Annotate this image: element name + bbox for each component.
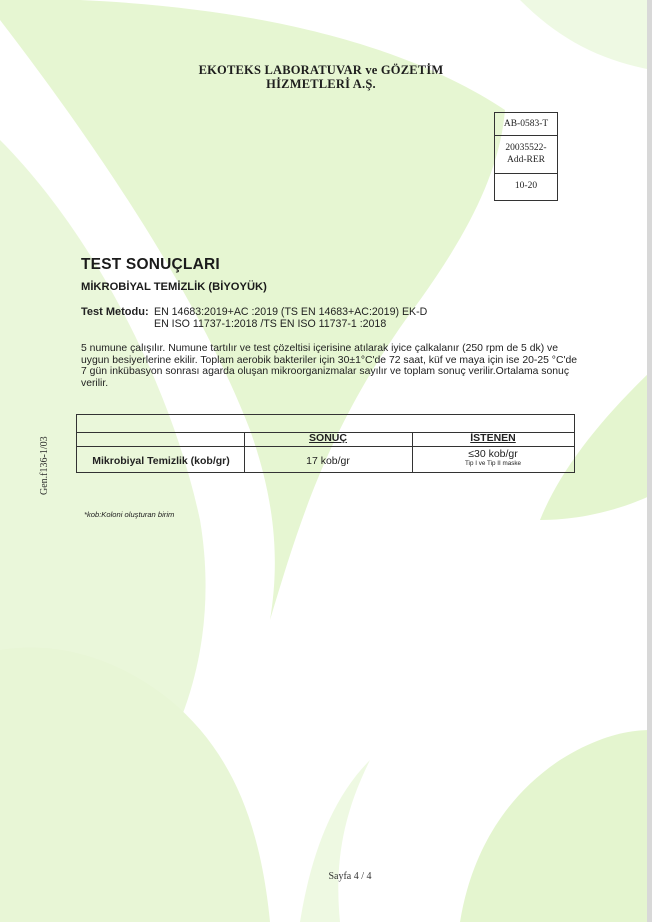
sheet-number: 10-20 (514, 181, 538, 191)
row-label: Mikrobiyal Temizlik (kob/gr) (92, 455, 230, 467)
required-note: Tip I ve Tip II maske (464, 460, 522, 467)
description-line: uygun besiyerlerine ekilir. Toplam aerobik bakteriler için 30±1°C'de 72 saat, küf ve maya için ise 20-25 °C'de (81, 354, 578, 366)
description-line: 5 numune çalışılır. Numune tartılır ve test çözeltisi içerisine atılarak iyice çalkalanır (250 rpm de 5 dk) ve (81, 343, 559, 354)
required-value (413, 448, 573, 468)
scan-edge (647, 0, 652, 922)
report-number-line1: 20035522- (505, 143, 547, 153)
test-method-label: Test Metodu: (81, 306, 149, 318)
footnote: *kob:Koloni oluşturan birim (84, 510, 175, 519)
result-value: 17 kob/gr (306, 455, 350, 467)
results-table (76, 414, 575, 473)
report-title: TEST SONUÇLARI (81, 256, 220, 273)
table-divider (77, 446, 574, 447)
column-header-required: İSTENEN (470, 432, 516, 444)
company-name-line2: HİZMETLERİ A.Ş. (266, 77, 376, 91)
description-line: 7 gün inkübasyon sonrası agarda oluşan mikroorganizmalar sayılır ve toplam sonuç verilir.Ortalama sonuç (81, 366, 570, 378)
company-header (190, 63, 452, 91)
test-description (81, 343, 577, 389)
required-limit: ≤30 kob/gr (468, 448, 518, 460)
reference-code: AB-0583-T (495, 113, 557, 136)
report-number-line2: Add-RER (507, 155, 545, 165)
form-code: Gen.f136-1/03 (39, 436, 50, 495)
test-method-line1: EN 14683:2019+AC :2019 (TS EN 14683+AC:2019) EK-D (154, 306, 428, 318)
reference-box (494, 112, 558, 201)
description-line: verilir. (81, 377, 109, 389)
test-method-line2: EN ISO 11737-1:2018 /TS EN ISO 11737-1 :2018 (154, 318, 387, 330)
report-number (495, 136, 557, 174)
company-name-line1: EKOTEKS LABORATUVAR ve GÖZETİM (198, 63, 444, 77)
column-header-result: SONUÇ (309, 432, 347, 444)
page-number: Sayfa 4 / 4 (328, 871, 372, 882)
report-subtitle: MİKROBİYAL TEMİZLİK (BİYOYÜK) (81, 281, 267, 293)
